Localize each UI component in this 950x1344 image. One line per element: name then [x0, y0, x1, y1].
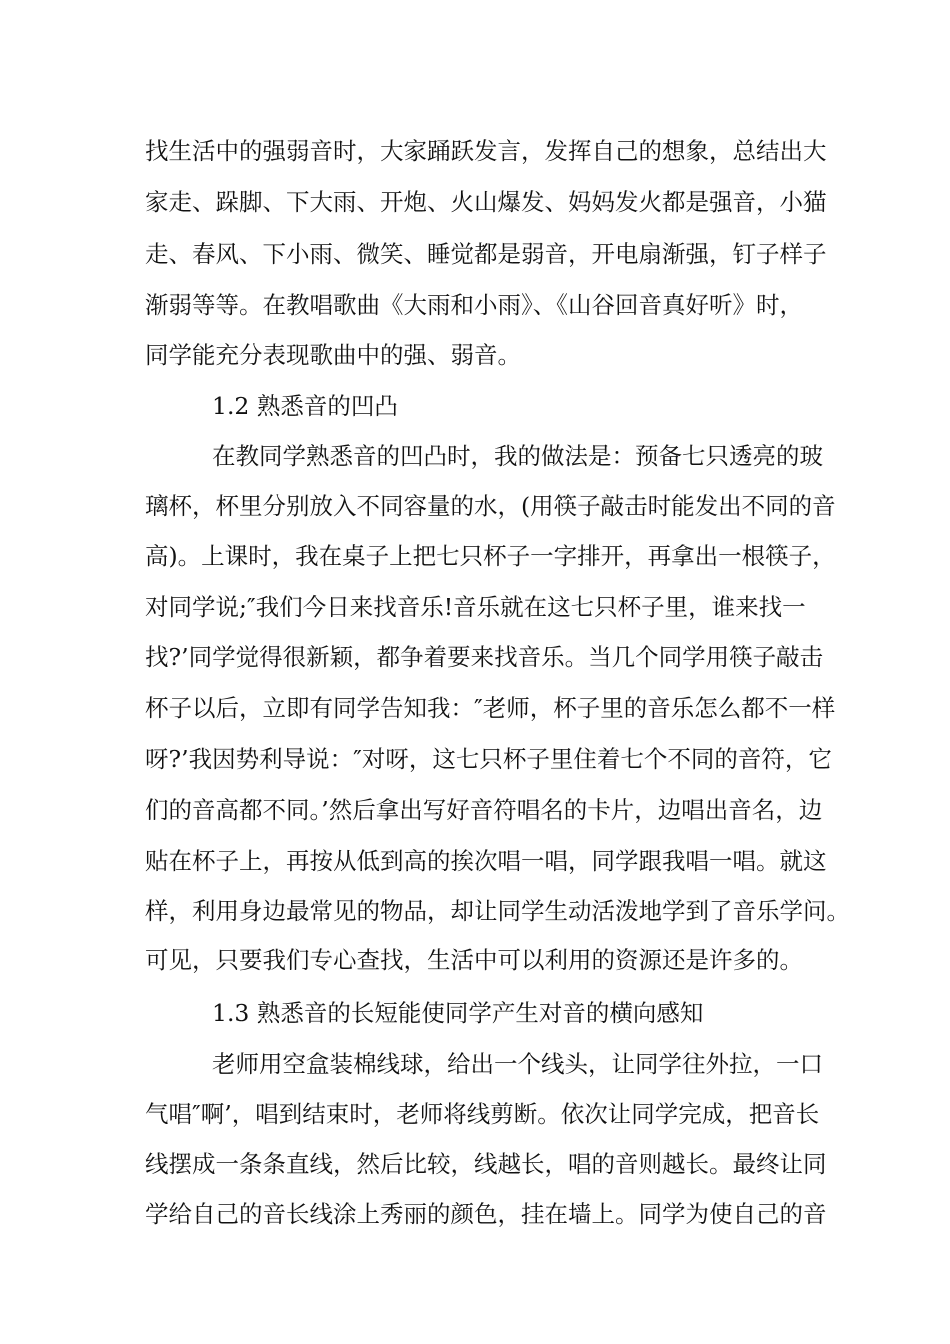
- paragraph-line: 找生活中的强弱音时，大家踊跃发言，发挥自己的想象，总结出大: [145, 137, 827, 165]
- paragraph-line: 走、春风、下小雨、微笑、睡觉都是弱音，开电扇渐强，钉子样子: [145, 240, 827, 268]
- paragraph-line: 气唱″啊’，唱到结束时，老师将线剪断。依次让同学完成，把音长: [145, 1100, 820, 1128]
- section-heading-1-2: 1.2 熟悉音的凹凸: [212, 392, 398, 420]
- paragraph-line: 杯子以后，立即有同学告知我：″老师，杯子里的音乐怎么都不一样: [145, 694, 836, 722]
- paragraph-line: 在教同学熟悉音的凹凸时，我的做法是：预备七只透亮的玻: [212, 442, 823, 470]
- paragraph-line: 学给自己的音长线涂上秀丽的颜色，挂在墙上。同学为使自己的音: [145, 1200, 827, 1228]
- section-heading-1-3: 1.3 熟悉音的长短能使同学产生对音的横向感知: [212, 999, 704, 1027]
- paragraph-line: 们的音高都不同。’然后拿出写好音符唱名的卡片，边唱出音名，边: [145, 796, 823, 824]
- paragraph-line: 高)。上课时，我在桌子上把七只杯子一字排开，再拿出一根筷子，: [145, 542, 836, 570]
- paragraph-line: 线摆成一条条直线，然后比较，线越长，唱的音则越长。最终让同: [145, 1150, 827, 1178]
- paragraph-line: 同学能充分表现歌曲中的强、弱音。: [145, 341, 521, 369]
- paragraph-line: 老师用空盒装棉线球，给出一个线头，让同学往外拉，一口: [212, 1050, 823, 1078]
- paragraph-line: 对同学说;″我们今日来找音乐!音乐就在这七只杯子里，谁来找一: [145, 593, 806, 621]
- paragraph-line: 璃杯，杯里分别放入不同容量的水，(用筷子敲击时能发出不同的音: [145, 492, 836, 520]
- paragraph-line: 找?’同学觉得很新颖，都争着要来找音乐。当几个同学用筷子敲击: [145, 643, 824, 671]
- paragraph-line: 家走、跺脚、下大雨、开炮、火山爆发、妈妈发火都是强音，小猫: [145, 188, 827, 216]
- paragraph-line: 呀?’我因势利导说：″对呀，这七只杯子里住着七个不同的音符，它: [145, 745, 832, 773]
- paragraph-line: 样，利用身边最常见的物品，却让同学生动活泼地学到了音乐学问。: [145, 897, 850, 925]
- paragraph-line: 贴在杯子上，再按从低到高的挨次唱一唱，同学跟我唱一唱。就这: [145, 847, 827, 875]
- paragraph-line: 渐弱等等。在教唱歌曲《大雨和小雨》、《山谷回音真好听》时，: [145, 291, 803, 319]
- paragraph-line: 可见，只要我们专心查找，生活中可以利用的资源还是许多的。: [145, 946, 803, 974]
